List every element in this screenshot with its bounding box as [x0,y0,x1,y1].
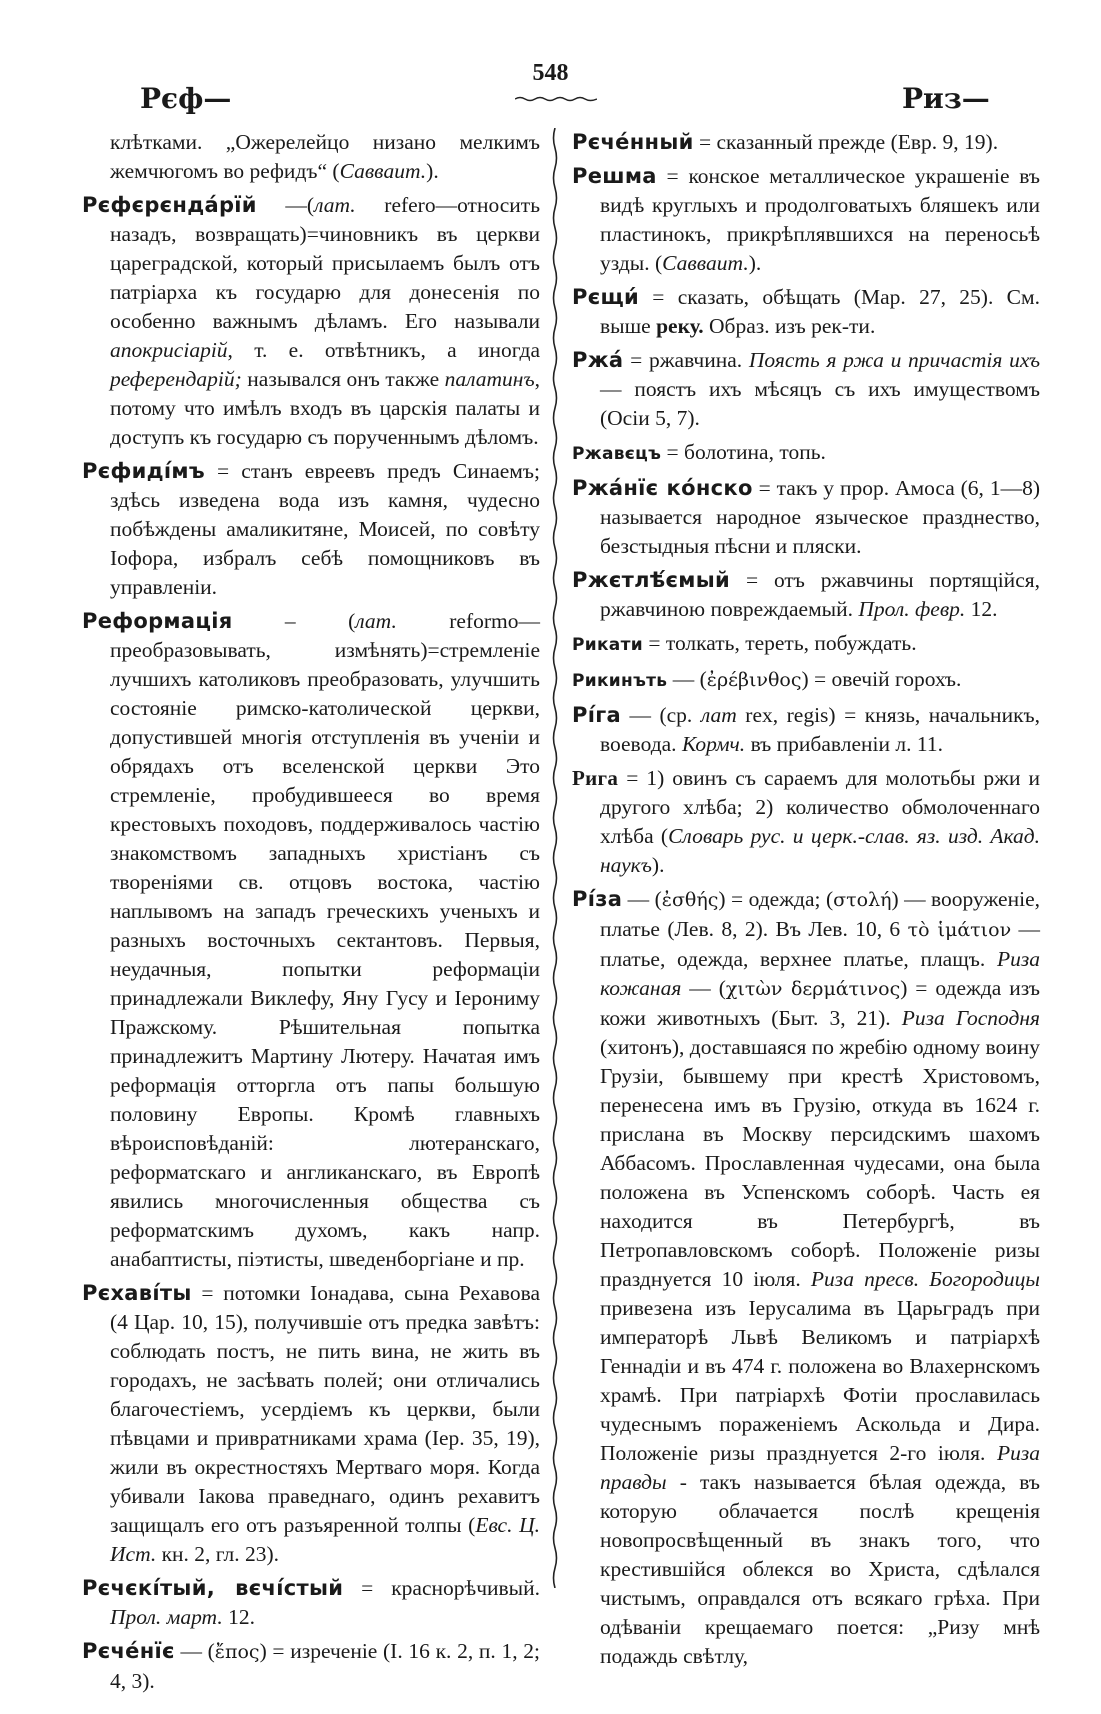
italic-reference: лат. [355,609,397,633]
headword: Ржá [572,348,624,372]
dictionary-entry [572,162,1040,278]
dictionary-entry [82,128,540,186]
definition-text: назывался онъ также [241,367,445,391]
page-number: 548 [532,60,569,86]
definition-text: rex, regis) = князь, начальникъ, воевода. [600,703,1041,756]
definition-text: Образ. изъ рек-ти. [703,314,876,338]
italic-reference: лат. [314,193,356,217]
italic-reference: Саввaит. [339,159,427,183]
headword: Рєхавíты [82,1281,192,1305]
italic-reference: Словарь рус. и церк.-слав. яз. изд. Акад. наукъ [600,824,1041,877]
definition-text: — поястъ ихъ мѣсяцъ съ ихъ имуществомъ (Осіи 5, 7). [600,377,1040,430]
dictionary-entry [82,1637,540,1696]
definition-text: – ( [232,609,356,633]
italic-reference: Риза правды [600,1441,1040,1494]
column-divider [550,128,560,1588]
definition-text: = отъ ржавчины портящійся, ржавчиною повреждаемый. [600,568,1040,621]
definition-text: ). [748,251,762,275]
definition-text: ) = одежда изъ кожи животныхъ (Быт. 3, 21). [600,976,1040,1030]
definition-text: реку. [656,314,704,338]
headword: Рєчєкíтый, вєчíстый [82,1576,344,1600]
dictionary-entry [572,128,1040,157]
italic-reference: Риза Господня [901,1006,1040,1030]
definition-text: — ( [667,667,707,691]
greek-term: τὸ ἱμάτιον [907,919,1012,941]
right-column [572,128,1040,1676]
headword: Рíга [572,703,621,727]
headword: Рєфидíмъ [82,459,205,483]
definition-text: ) = изреченіе (I. 16 к. 2, п. 1, 2; 4, 3). [110,1639,540,1693]
dictionary-entry [572,283,1040,341]
definition-text: ) = овечій горохъ. [801,667,962,691]
definition-text: = толкать, тереть, побуждать. [642,631,917,655]
dictionary-entry [572,665,1040,696]
definition-text: = сказанный прежде (Евр. 9, 19). [693,130,999,154]
headword: Ржавєцъ [572,444,662,464]
definition-text: 12. [965,597,998,621]
definition-text: refero—относить назадъ, возвращать)=чиновникъ въ церкви цареградской, который присылаемъ былъ отъ патріарха къ государю для донесенія по особенно важнымъ дѣламъ. Его называли [110,193,540,333]
dictionary-entry [82,191,540,452]
definition-text: — (ср. [620,703,701,727]
italic-reference: Прол. февр. [858,597,966,621]
running-head-left: Рєф— [140,82,232,115]
dictionary-entry [82,1279,540,1569]
dictionary-entry [572,566,1040,624]
definition-text: (хитонъ), доставшаяся по жребію одному воину Грузіи, бывшему при крестѣ Христовомъ, перенесена имъ въ Грузію, откуда въ 1624 г. прислана въ Москву персидскимъ шахомъ Аббасомъ. Прославленная чудесами, она была положена въ Успенскомъ соборѣ. Часть ея находится въ Петербургѣ, въ Петропавловскомъ соборѣ. Положеніе ризы празднуется 10 іюля. [600,1035,1041,1291]
definition-text: reformo—преобразовывать, измѣнять)=стремленіе лучшихъ католиковъ преобразовать, улучшить состояніе римско-католической церкви, допустившей многія отступленія въ ученіи и обрядахъ отъ вселенской церкви Это стремленіе, пробудившееся во время крестовыхъ походовъ, поддерживалось частію знакомствомъ западныхъ христіанъ съ твореніями св. отцовъ востока, частію наплывомъ на западъ греческихъ ученыхъ и разныхъ восточныхъ сектантовъ. Первыя, неудачныя, попытки реформаціи принадлежали Виклефу, Яну Гусу и Іерониму Пражскому. Рѣшительная попытка принадлежитъ Мартину Лютеру. Начатая имъ реформація отторгла отъ папы большую половину Европы. Кромѣ главныхъ вѣроисповѣданій: лютеранскаго, реформатскаго и англиканскаго, въ Европѣ явились многочисленныя общества съ реформатскимъ духомъ, какъ напр. анабаптисты, піэтисты, шведенборгіане и пр. [110,609,540,1271]
headword: Рикати [572,635,643,655]
dictionary-entry [572,701,1040,759]
definition-text: — ( [622,887,662,911]
definition-text: = 1) овинъ съ сараемъ для молотьбы ржи и другого хлѣба; 2) количество обмолоченнаго хлѣба ( [600,766,1040,848]
greek-term: χιτὼν δερμάτινος [725,978,901,1000]
definition-text: привезена изъ Іерусалима въ Царьградъ при императорѣ Львѣ Великомъ и патріархѣ Геннадіи и въ 474 г. положена во Влахернскомъ храмѣ. При патріархѣ Фотіи прославилась чудеснымъ пораженіемъ Аскольда и Дира. Положеніе ризы празднуется 2-го іюля. [600,1296,1040,1465]
headword: Рєщи́ [572,285,639,309]
definition-text: 12. [222,1605,255,1629]
headword: Рига [572,766,619,790]
headword: Ржєтлѣ́ємый [572,568,731,592]
dictionary-entry [572,885,1040,1671]
italic-reference: Кормч. [681,732,746,756]
italic-reference: Риза кожаная [600,947,1040,1000]
definition-text: = конское металлическое украшеніе въ видѣ круглыхъ и продолговатыхъ бляшекъ или пластинокъ, прикрѣплявшихся на переносьѣ узды. ( [600,164,1040,275]
dictionary-entry [572,438,1040,469]
italic-reference: референдарій; [110,367,242,391]
page-number-rule [515,96,597,102]
definition-text: клѣтками. „Ожерелейцо низано мелкимъ жемчюгомъ во рефидъ“ ( [110,130,540,183]
dictionary-entry [82,457,540,602]
definition-text: = ржавчина. [623,348,749,372]
italic-reference: Прол. март. [110,1605,223,1629]
definition-text: — ( [681,976,726,1000]
dictionary-entry [82,607,540,1274]
definition-text: , потому что имѣлъ входъ въ царскія палаты и доступъ къ государю съ порученнымъ дѣломъ. [110,367,540,449]
dictionary-entry [572,346,1040,433]
headword: Рєчéнный [572,130,694,154]
definition-text: = сказать, обѣщать (Мар. 27, 25). См. выше [600,285,1040,338]
dictionary-entry [572,474,1040,561]
italic-reference: Поясть я ржа и причастія ихъ [748,348,1040,372]
definition-text: ) = одежда; ( [718,887,834,911]
italic-reference: палатинъ [444,367,535,391]
definition-text: въ прибавленіи л. 11. [745,732,943,756]
definition-text: = краснорѣчивый. [343,1576,540,1600]
definition-text: ). [426,159,439,183]
dictionary-entry [82,1574,540,1632]
greek-term: ἔπος [214,1641,260,1663]
definition-text: = потомки Іонадава, сына Рехавова (4 Цар. 10, 15), получившіе отъ предка завѣтъ: соблюдать постъ, не пить вина, не жить въ городахъ, не засѣвать полей; они отличались благочестіемъ, усердіемъ къ церкви, были пѣвцами и привратниками храма (Іер. 35, 19), жили въ окрестностяхъ Мертваго моря. Когда убивали Іакова праведнаго, одинъ рехавитъ защищалъ его отъ разъяренной толпы ( [110,1281,540,1537]
headword: Рíза [572,887,623,911]
definition-text: = такъ у прор. Амоса (6, 1—8) называется народное языческое празднество, безстыдныя пѣсни и пляски. [600,476,1040,558]
headword: Реформація [82,609,233,633]
italic-reference: Саввaит. [662,251,749,275]
definition-text: = станъ евреевъ предъ Синаемъ; здѣсь изведена вода изъ камня, чудесно побѣждены амаликитяне, Моисей, по совѣту Іофора, избралъ себѣ помощниковъ въ управленіи. [110,459,540,599]
headword: Ржáнїє кóнско [572,476,753,500]
headword: Решма [572,164,657,188]
definition-text: ). [651,853,665,877]
definition-text: — платье, одежда, верхнее платье, плащъ. [600,917,1040,971]
italic-reference: Евс. Ц. Ист. [110,1513,540,1566]
headword: Рєфєрєндáрїй [82,193,257,217]
definition-text: —( [256,193,315,217]
italic-reference: апокрисіарій [110,338,228,362]
left-column [82,128,540,1701]
definition-text: — ( [174,1639,215,1663]
definition-text: ) — вооруженіе, платье (Лев. 8, 2). Въ Лев. 10, 6 [600,887,1040,941]
definition-text: - такъ называется бѣлая одежда, въ которую облачается послѣ крещенія новопросвѣщенный въ знакъ того, что крестившійся облекся во Христа, сдѣлался чистымъ, оправдался отъ всякаго грѣха. При одѣваніи крещаемаго поется: „Ризу мнѣ подаждь свѣтлу, [600,1470,1040,1668]
dictionary-entry [572,764,1040,880]
italic-reference: Риза пресв. Богородицы [810,1267,1040,1291]
dictionary-entry [572,629,1040,660]
headword: Рєчéнїє [82,1639,175,1663]
headword: Рикинъть [572,671,668,691]
definition-text: = болотина, топь. [661,440,826,464]
greek-term: ἐσθής [661,889,719,911]
definition-text: , т. е. отвѣтникъ, а иногда [227,338,540,362]
running-head-right: Риз— [902,82,990,115]
greek-term: στολή [833,889,892,911]
definition-text: кн. 2, гл. 23). [156,1542,280,1566]
italic-reference: лат [700,703,737,727]
greek-term: ἐρέβινθος [706,669,802,691]
